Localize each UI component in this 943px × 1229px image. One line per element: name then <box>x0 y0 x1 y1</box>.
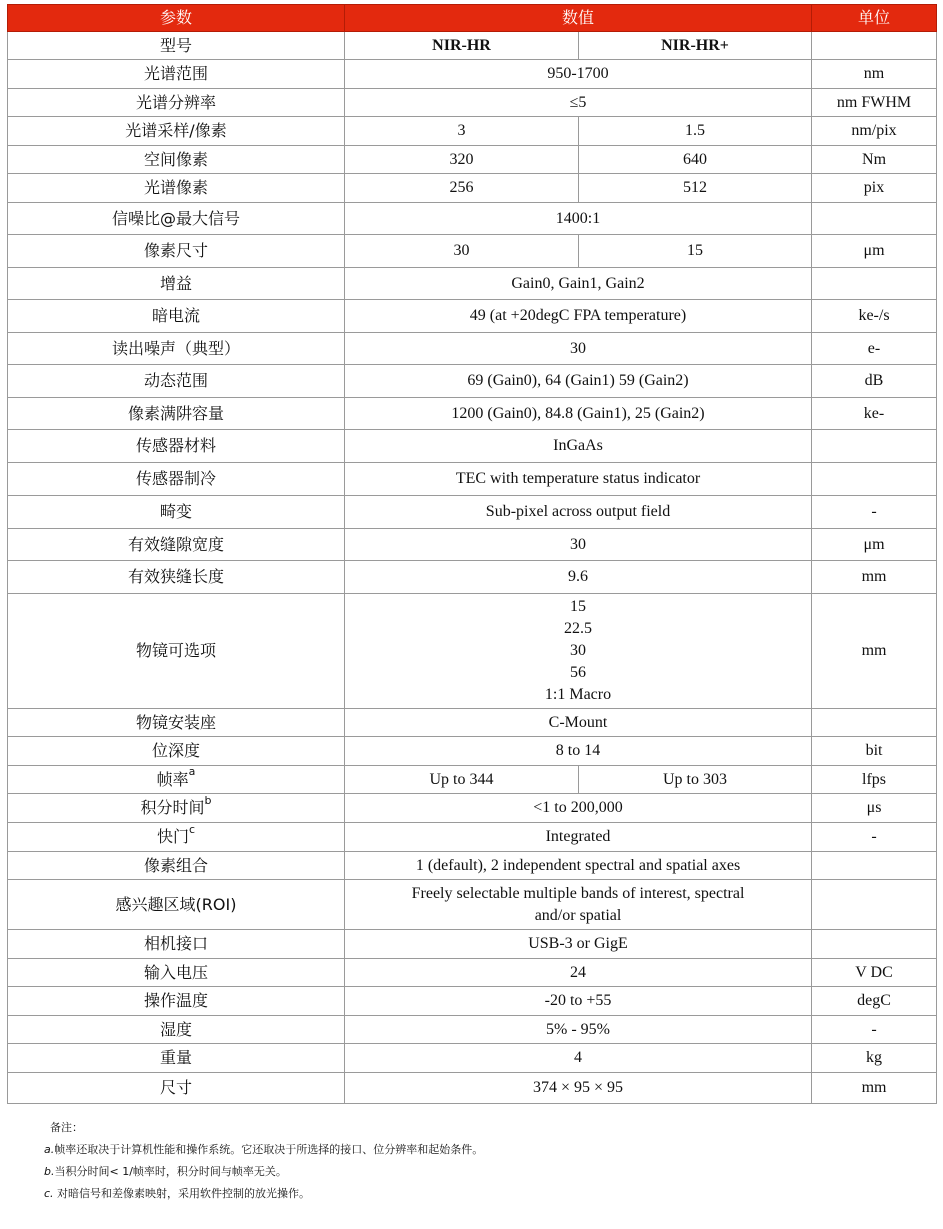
param-cell <box>8 146 345 174</box>
value-cell: C-Mount <box>345 709 812 737</box>
param-cell <box>8 823 345 852</box>
spec-row <box>8 852 937 880</box>
param-label: 感兴趣区域(ROI) <box>115 894 237 914</box>
unit-cell <box>812 463 937 496</box>
spec-row <box>8 737 937 766</box>
notes-list <box>44 1139 483 1205</box>
model-cell: NIR-HR+ <box>579 32 812 60</box>
note-key: b. <box>44 1165 55 1178</box>
param-cell <box>8 496 345 529</box>
param-cell <box>8 32 345 60</box>
spec-table <box>7 4 937 1104</box>
param-cell <box>8 959 345 987</box>
param-label: 积分时间 <box>140 798 205 817</box>
spec-row <box>8 594 937 709</box>
footnote-marker: a <box>188 765 196 779</box>
spec-row <box>8 823 937 852</box>
param-label: 空间像素 <box>143 149 208 169</box>
param-label: 传感器材料 <box>135 436 216 455</box>
notes <box>44 1117 483 1205</box>
spec-row <box>8 1044 937 1073</box>
param-cell <box>8 235 345 268</box>
unit-cell <box>812 268 937 300</box>
param-cell <box>8 930 345 959</box>
header-value: 数值 <box>345 5 812 32</box>
value-cell: 30 <box>345 529 812 561</box>
note-text: 帧率还取决于计算机性能和操作系统。它还取决于所选择的接口、位分辨率和起始条件。 <box>54 1143 484 1156</box>
spec-row <box>8 959 937 987</box>
param-cell <box>8 463 345 496</box>
value-cell: InGaAs <box>345 430 812 463</box>
value-line: 22.5 <box>564 620 592 637</box>
param-cell <box>8 561 345 594</box>
value-line: and/or spatial <box>534 906 622 924</box>
param-label: 光谱分辨率 <box>135 92 216 112</box>
value-cell: 1200 (Gain0), 84.8 (Gain1), 25 (Gain2) <box>345 398 812 430</box>
spec-row <box>8 174 937 203</box>
param-cell <box>8 709 345 737</box>
footnote-marker: b <box>204 793 212 807</box>
unit-cell: bit <box>812 737 937 766</box>
value-cell <box>345 594 812 709</box>
value-cell: 15 <box>579 235 812 268</box>
value-cell: ≤5 <box>345 89 812 117</box>
spec-row <box>8 430 937 463</box>
unit-cell: μm <box>812 235 937 268</box>
spec-row <box>8 60 937 89</box>
note-item <box>44 1161 483 1183</box>
unit-cell: mm <box>812 594 937 709</box>
footnote-marker: c <box>188 822 196 836</box>
value-cell: 512 <box>579 174 812 203</box>
spec-row <box>8 146 937 174</box>
note-key: c. <box>44 1187 54 1200</box>
spec-row <box>8 987 937 1016</box>
param-cell <box>8 300 345 333</box>
spec-row <box>8 333 937 365</box>
param-cell <box>8 529 345 561</box>
unit-cell: kg <box>812 1044 937 1073</box>
value-cell: 374 × 95 × 95 <box>345 1073 812 1104</box>
param-label: 有效缝隙宽度 <box>127 534 224 554</box>
spec-row <box>8 235 937 268</box>
param-cell <box>8 203 345 235</box>
unit-cell: nm/pix <box>812 117 937 146</box>
unit-cell: - <box>812 823 937 852</box>
param-cell <box>8 852 345 880</box>
value-cell <box>345 880 812 930</box>
unit-cell: - <box>812 1016 937 1044</box>
value-cell: USB-3 or GigE <box>345 930 812 959</box>
value-cell: -20 to +55 <box>345 987 812 1016</box>
param-cell <box>8 365 345 398</box>
spec-row <box>8 32 937 60</box>
value-cell: 1.5 <box>579 117 812 146</box>
unit-cell: lfps <box>812 766 937 794</box>
param-label: 尺寸 <box>159 1078 192 1097</box>
param-label: 位深度 <box>151 741 200 760</box>
header-row <box>8 5 937 32</box>
unit-cell: V DC <box>812 959 937 987</box>
unit-cell <box>812 32 937 60</box>
value-line: 56 <box>570 664 586 681</box>
param-label: 物镜安装座 <box>135 712 216 732</box>
param-label: 光谱采样/像素 <box>125 121 227 140</box>
param-label: 光谱像素 <box>143 178 208 197</box>
spec-row <box>8 398 937 430</box>
value-cell: Up to 303 <box>579 766 812 794</box>
param-cell <box>8 117 345 146</box>
value-cell: 256 <box>345 174 579 203</box>
spec-row <box>8 1016 937 1044</box>
param-cell <box>8 398 345 430</box>
param-cell <box>8 333 345 365</box>
spec-row <box>8 365 937 398</box>
param-label: 帧率 <box>156 769 189 789</box>
value-cell: Up to 344 <box>345 766 579 794</box>
notes-title: 备注： <box>50 1121 83 1134</box>
unit-cell: nm <box>812 60 937 89</box>
param-label: 动态范围 <box>143 371 208 390</box>
param-cell <box>8 60 345 89</box>
note-text: 当积分时间< 1/帧率时，积分时间与帧率无关。 <box>54 1165 287 1178</box>
value-cell: Gain0, Gain1, Gain2 <box>345 268 812 300</box>
param-label: 湿度 <box>159 1019 192 1039</box>
param-label: 输入电压 <box>143 962 208 982</box>
param-label: 有效狭缝长度 <box>127 567 224 586</box>
note-item <box>44 1139 483 1161</box>
spec-row <box>8 529 937 561</box>
spec-row <box>8 561 937 594</box>
param-cell <box>8 430 345 463</box>
header-unit: 单位 <box>812 5 937 32</box>
value-cell: 320 <box>345 146 579 174</box>
value-cell: 9.6 <box>345 561 812 594</box>
value-cell: 4 <box>345 1044 812 1073</box>
spec-row <box>8 794 937 823</box>
spec-row <box>8 268 937 300</box>
note-item <box>44 1183 483 1205</box>
value-line: Freely selectable multiple bands of interest, spectral <box>411 884 745 902</box>
value-cell: 30 <box>345 235 579 268</box>
note-text: 对暗信号和差像素映射，采用软件控制的放光操作。 <box>53 1187 311 1200</box>
param-label: 暗电流 <box>151 306 200 325</box>
param-label: 光谱范围 <box>143 64 208 83</box>
unit-cell: mm <box>812 1073 937 1104</box>
spec-row <box>8 300 937 333</box>
param-cell <box>8 737 345 766</box>
spec-row <box>8 117 937 146</box>
param-cell <box>8 766 345 794</box>
param-label: 畸变 <box>159 502 192 521</box>
value-cell: Sub-pixel across output field <box>345 496 812 529</box>
unit-cell <box>812 430 937 463</box>
unit-cell <box>812 852 937 880</box>
unit-cell: μs <box>812 794 937 823</box>
param-label: 快门 <box>156 827 189 846</box>
param-cell <box>8 1073 345 1104</box>
param-label: 相机接口 <box>143 934 208 953</box>
unit-cell: pix <box>812 174 937 203</box>
param-label: 读出噪声（典型） <box>111 338 240 358</box>
unit-cell: degC <box>812 987 937 1016</box>
unit-cell: μm <box>812 529 937 561</box>
param-label: 型号 <box>159 35 192 55</box>
unit-cell: nm FWHM <box>812 89 937 117</box>
spec-row <box>8 89 937 117</box>
param-label: 传感器制冷 <box>135 469 216 488</box>
param-label: 增益 <box>159 273 192 293</box>
param-cell <box>8 268 345 300</box>
param-label: 像素满阱容量 <box>127 403 224 423</box>
spec-body <box>8 32 937 1104</box>
spec-row <box>8 766 937 794</box>
param-cell <box>8 594 345 709</box>
unit-cell <box>812 930 937 959</box>
param-cell <box>8 987 345 1016</box>
spec-row <box>8 1073 937 1104</box>
value-cell: <1 to 200,000 <box>345 794 812 823</box>
param-label: 物镜可选项 <box>135 641 216 660</box>
param-label: 像素尺寸 <box>143 241 208 260</box>
unit-cell: dB <box>812 365 937 398</box>
param-cell <box>8 174 345 203</box>
unit-cell: - <box>812 496 937 529</box>
value-cell: 1400:1 <box>345 203 812 235</box>
param-cell <box>8 89 345 117</box>
value-cell: 8 to 14 <box>345 737 812 766</box>
value-cell: 1 (default), 2 independent spectral and spatial axes <box>345 852 812 880</box>
value-cell: 49 (at +20degC FPA temperature) <box>345 300 812 333</box>
value-cell: 3 <box>345 117 579 146</box>
value-cell: 30 <box>345 333 812 365</box>
spec-row <box>8 463 937 496</box>
param-cell <box>8 1016 345 1044</box>
unit-cell: ke- <box>812 398 937 430</box>
unit-cell <box>812 880 937 930</box>
value-cell: TEC with temperature status indicator <box>345 463 812 496</box>
note-key: a. <box>44 1143 55 1156</box>
value-cell: 5% - 95% <box>345 1016 812 1044</box>
param-cell <box>8 794 345 823</box>
param-label: 重量 <box>159 1048 192 1067</box>
value-cell: 24 <box>345 959 812 987</box>
value-cell: 950-1700 <box>345 60 812 89</box>
unit-cell: e- <box>812 333 937 365</box>
param-cell <box>8 1044 345 1073</box>
unit-cell: ke-/s <box>812 300 937 333</box>
value-line: 1:1 Macro <box>544 686 612 703</box>
unit-cell <box>812 709 937 737</box>
header-param: 参数 <box>8 5 345 32</box>
spec-row <box>8 880 937 930</box>
value-line: 30 <box>570 642 586 659</box>
param-label: 像素组合 <box>143 855 208 875</box>
value-cell: 69 (Gain0), 64 (Gain1) 59 (Gain2) <box>345 365 812 398</box>
value-line: 15 <box>570 598 586 615</box>
unit-cell: Nm <box>812 146 937 174</box>
param-cell <box>8 880 345 930</box>
model-cell: NIR-HR <box>345 32 579 60</box>
spec-row <box>8 496 937 529</box>
unit-cell <box>812 203 937 235</box>
spec-row <box>8 203 937 235</box>
unit-cell: mm <box>812 561 937 594</box>
param-label: 信噪比@最大信号 <box>111 208 240 228</box>
value-cell: 640 <box>579 146 812 174</box>
param-label: 操作温度 <box>143 991 208 1010</box>
spec-row <box>8 709 937 737</box>
value-cell: Integrated <box>345 823 812 852</box>
spec-row <box>8 930 937 959</box>
